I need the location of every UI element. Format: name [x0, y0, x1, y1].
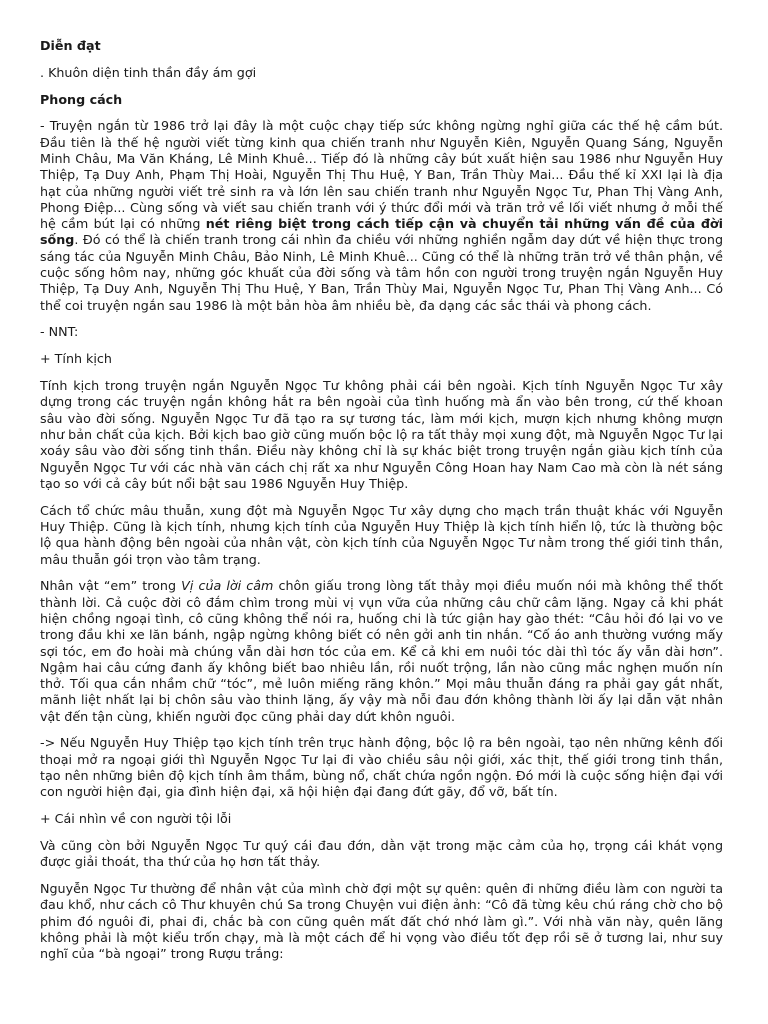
paragraph-mau-thuan: Cách tổ chức mâu thuẫn, xung đột mà Nguyễn Ngọc Tư xây dựng cho mạch trần thuật khác với Nguyễn Huy Thiệp. Cũng là kịch tính, nhưng kịch tính của Nguyễn Huy Thiệp là kịch tính hiển lộ, tức là thường bộc lộ qua hành động bên ngoài của nhân vật, còn kịch tính của Nguyễn Ngọc Tư nằm trong thế giới tinh thần, mâu thuẫn gói trọn vào tâm trạng. [40, 502, 723, 567]
line-tinh-kich: + Tính kịch [40, 351, 112, 367]
line-cai-nhin: + Cái nhìn về con người tội lỗi [40, 811, 232, 827]
heading-phong-cach: Phong cách [40, 91, 123, 107]
paragraph-phong-cach: - Truyện ngắn từ 1986 trở lại đây là một cuộc chạy tiếp sức không ngừng nghỉ giữa các thế hệ cầm bút. Đầu tiên là thế hệ người viết từng kinh qua chiến tranh như Nguyễn Kiên, Nguyễn Quang Sáng, Nguyễn Minh Châu, Ma Văn Kháng, Lê Minh Khuê... Tiếp đó là những cây bút xuất hiện sau 1986 như Nguyễn Huy Thiệp, Tạ Duy Anh, Phạm Thị Hoài, Nguyễn Thị Thu Huệ, Y Ban, Trần Thùy Mai... Đầu thế kỉ XXI lại là địa hạt của những người viết trẻ sinh ra và lớn lên sau chiến tranh như Nguyễn Ngọc Tư, Phan Thị Vàng Anh, Phong Điệp... Cùng sống và viết sau chiến tranh với ý thức đổi mới và trăn trở về lối viết nhưng ở mỗi thế hệ cầm bút lại có những nét riêng biệt trong cách tiếp cận và chuyển tải những vấn đề của đời sống. Đó có thể là chiến tranh trong cái nhìn đa chiều với những nghiền ngẫm day dứt về hiện thực trong sáng tác của Nguyễn Minh Châu, Bảo Ninh, Lê Minh Khuê... Cũng có thể là những trăn trở về thân phận, về cuộc sống hôm nay, những góc khuất của đời sống và tâm hồn con người trong truyện ngắn Nguyễn Huy Thiệp, Tạ Duy Anh, Nguyễn Thị Thu Huệ, Y Ban, Trần Thùy Mai, Nguyễn Ngọc Tư, Phan Thị Vàng Anh... Có thể coi truyện ngắn sau 1986 là một bản hòa âm nhiều bè, đa dạng các sắc thái và phong cách. [40, 118, 723, 313]
work-title: Vị của lời câm [181, 578, 274, 594]
line-khuon-dien: . Khuôn diện tinh thần đầy ám gợi [40, 64, 257, 80]
paragraph-tha-thu: Và cũng còn bởi Nguyễn Ngọc Tư quý cái đau đớn, dằn vặt trong mặc cảm của họ, trọng cái khát vọng được giải thoát, tha thứ của họ hơn tất thảy. [40, 837, 723, 870]
paragraph-tinh-kich: Tính kịch trong truyện ngắn Nguyễn Ngọc Tư không phải cái bên ngoài. Kịch tính Nguyễn Ngọc Tư xây dựng trong các truyện ngắn không hắt ra bên ngoài của tình huống mà ẩn vào bên trong, cứ thế khoan sâu vào đời sống. Nguyễn Ngọc Tư đã tạo ra sự tương tác, làm mới kịch, mượn kịch nhưng không mượn như bản chất của kịch. Bởi kịch bao giờ cũng muốn bộc lộ ra tất thảy mọi xung đột, mà Nguyễn Ngọc Tư lại xoáy sâu vào đời sống tinh thần. Điều này không chỉ là sự khác biệt trong truyện ngắn giàu kịch tính của Nguyễn Ngọc Tư với các nhà văn cách chị rất xa như Nguyễn Công Hoan hay Nam Cao mà còn là nét sáng tạo so với cả cây bút nổi bật sau 1986 Nguyễn Huy Thiệp. [40, 378, 723, 491]
line-nnt: - NNT: [40, 324, 79, 340]
paragraph-nhan-vat-em: Nhân vật “em” trong Vị của lời câm chôn giấu trong lòng tất thảy mọi điều muốn nói mà không thể thốt thành lời. Cả cuộc đời cô đắm chìm trong mùi vị vụn vữa của những câu chữ câm lặng. Ngay cả khi phát hiện chồng ngoại tình, cô cũng không thể nói ra, huống chi là tức giận hay gào thét: “Câu hỏi đó lại vo ve trong đầu khi xe lăn bánh, ngập ngừng không biết có nên gởi anh tin nhắn. “Cố áo anh thường vướng mấy sợi tóc, em đo hoài mà chúng vẫn dài hơn tóc của em. Kể cả khi em nuôi tóc dài thì tóc ấy vẫn dài hơn”. Ngậm hai câu cứng đanh ấy không biết bao nhiêu lần, rồi nuốt trộng, lần nào cũng mắc nghẹn muốn nín thở. Tối qua cắn nhầm chữ “tóc”, mẻ luôn miếng răng khôn.” Mọi mâu thuẫn đáng ra phải gay gắt nhất, mãnh liệt nhất lại bị chôn sâu vào thinh lặng, ấy vậy mà nỗi đau đớn không thành lời ấy lại dẫn vặt nhân vật đến tận cùng, khiến người đọc cũng phải day dứt khôn nguôi. [40, 578, 723, 724]
paragraph-so-sanh: -> Nếu Nguyễn Huy Thiệp tạo kịch tính trên trục hành động, bộc lộ ra bên ngoài, tạo nên những kênh đối thoại mở ra ngoại giới thì Nguyễn Ngọc Tư lại đi vào chiều sâu nội giới, xác thịt, thế giới trong tinh thần, tạo nên những biên độ kịch tính âm thầm, bùng nổ, chất chứa ngồn ngộn. Đó mới là cuộc sống hiện đại với con người hiện đại, gia đình hiện đại, xã hội hiện đại đang đứt gãy, đổ vỡ, bất tín. [40, 735, 723, 800]
paragraph-su-quen: Nguyễn Ngọc Tư thường để nhân vật của mình chờ đợi một sự quên: quên đi những điều làm con người ta đau khổ, như cách cô Thư khuyên chú Sa trong Chuyện vui điện ảnh: “Cô đã từng kêu chú ráng chờ cho bộ phim đó nguôi đi, phai đi, chắc bà con cũng quên mất đất chớ nhớ làm gì.”. Với nhà văn này, quên lãng không phải là một kiểu trốn chạy, mà là một cách để hi vọng vào điều tốt đẹp rồi sẽ ở tương lai, như suy nghĩ của “bà ngoại” trong Rượu trắng: [40, 881, 723, 962]
heading-dien-dat: Diễn đạt [40, 38, 101, 53]
emphasis-text: nét riêng biệt trong cách tiếp cận và chuyển tải những vấn đề của đời sống [40, 216, 723, 248]
